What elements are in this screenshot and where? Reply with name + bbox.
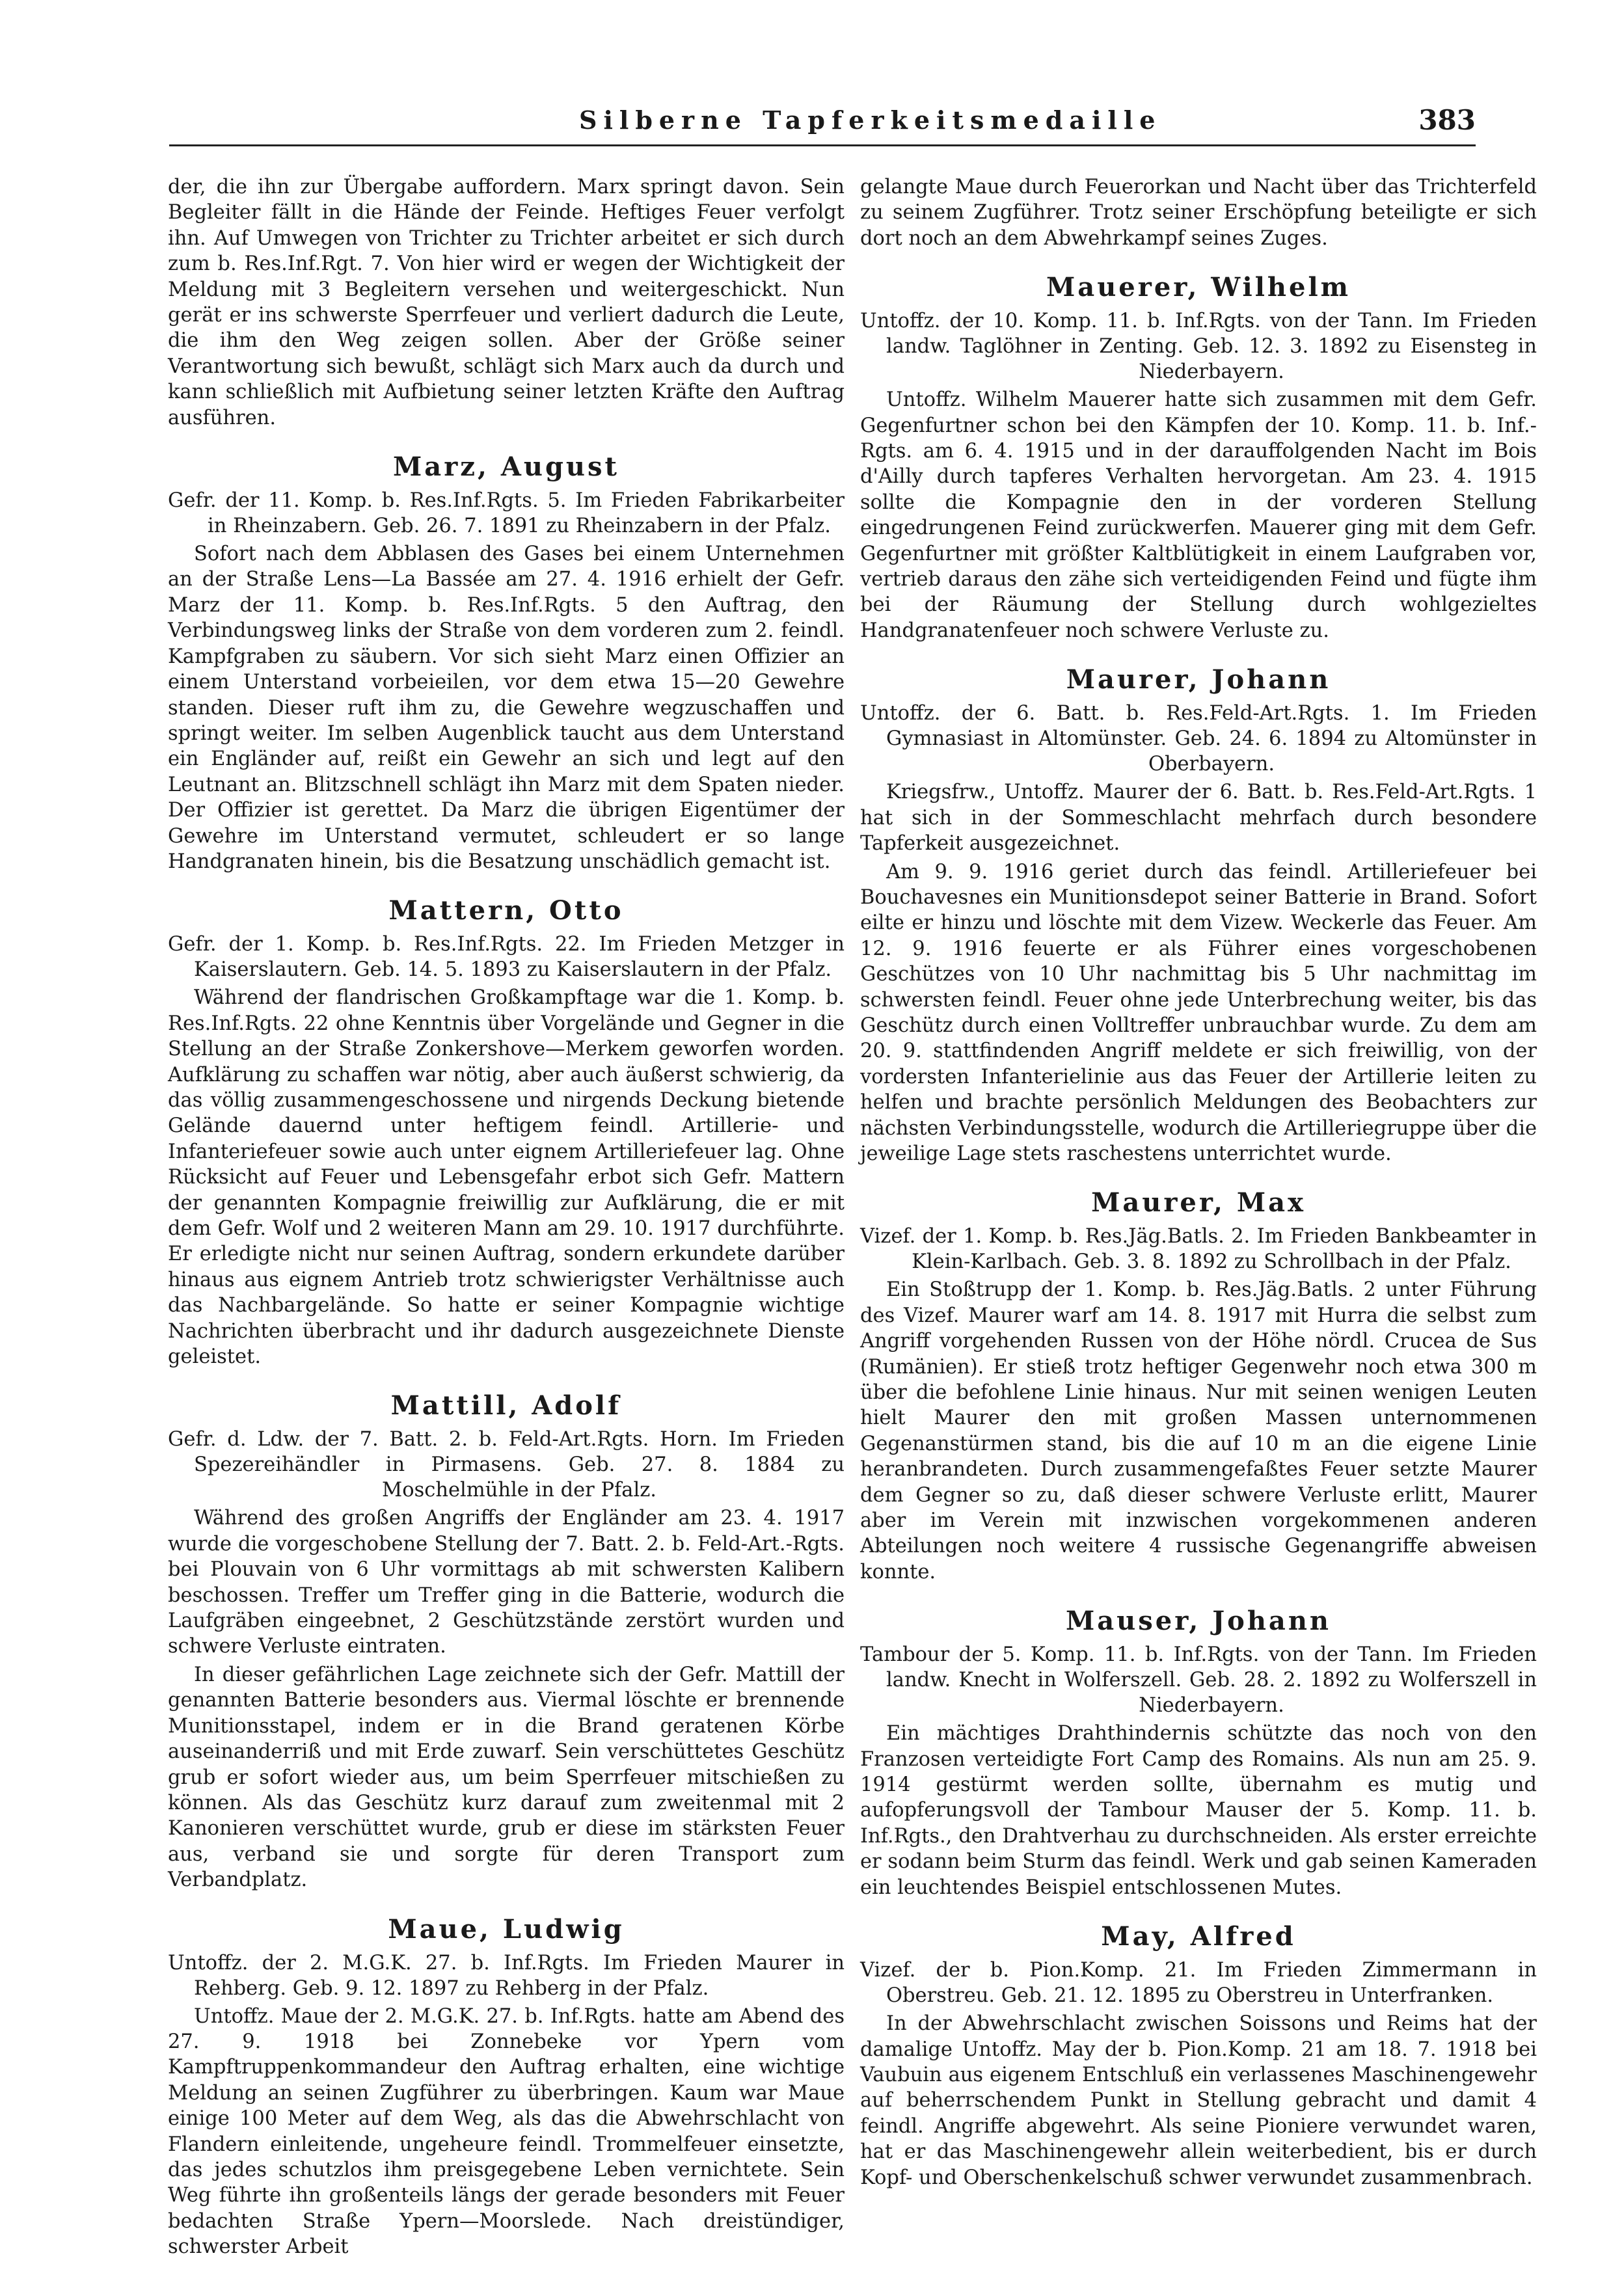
entry-details: Untoffz. der 2. M.G.K. 27. b. Inf.Rgts. Im Frieden Maurer in Rehberg. Geb. 9. 12. 1897 zu Rehberg in der Pfalz. [168,1951,845,2000]
continuation-text: der, die ihn zur Übergabe auffordern. Marx springt davon. Sein Begleiter fällt in die Hände der Feinde. Heftiges Feuer verfolgt ihn. Auf Umwegen von Trichter zu Trichter arbeitet er sich durch zum b. Res.Inf.Rgt. 7. Von hier wird er wegen der Wichtigkeit der Meldung mit 3 Begleitern versehen und weitergeschickt. Nun gerät er ins schwerste Sperrfeuer und verliert dadurch die Leute, die ihm den Weg zeigen sollen. Aber der Größe seiner Verantwortung sich bewußt, schlägt sich Marx auch da durch und kann schließlich mit Aufbietung seiner letzten Kräfte den Auftrag ausführen. [168,176,845,429]
continuation-text: gelangte Maue durch Feuerorkan und Nacht über das Trichterfeld zu seinem Zugführer. Trotz seiner Erschöpfung beteiligte er sich dort noch an dem Abwehrkampf seines Zuges. [860,176,1537,250]
entry-details: Gefr. der 1. Komp. b. Res.Inf.Rgts. 22. Im Frieden Metzger in Kaiserslautern. Geb. 14. 5. 1893 zu Kaiserslautern in der Pfalz. [168,933,845,982]
entry-name: Mattern, Otto [388,895,624,926]
entry-name: Mauerer, Wilhelm [1046,272,1351,303]
entry-name: Maue, Ludwig [388,1913,625,1945]
entry-details: Tambour der 5. Komp. 11. b. Inf.Rgts. von der Tann. Im Frieden landw. Knecht in Wolferszell. Geb. 28. 2. 1892 zu Wolferszell in Niederbayern. [860,1643,1537,1717]
entry-name: Maurer, Johann [1066,664,1331,695]
page-number: 383 [1418,104,1476,136]
entry-text: Ein Stoßtrupp der 1. Komp. b. Res.Jäg.Batls. 2 unter Führung des Vizef. Maurer warf am 14. 8. 1917 mit Hurra die selbst zum Angriff vorgehenden Russen von der Höhe nördl. Crucea de Sus (Rumänien). Er stieß trotz heftiger Gegenwehr noch etwa 300 m über die befohlene Linie hinaus. Nur mit seinen wenigen Leuten hielt Maurer den mit großen Massen unternommenen Gegenanstürmen stand, bis die auf 10 m an die eigene Linie heranbrandeten. Durch zusammengefaßtes Feuer setzte Maurer dem Gegner so zu, daß dieser schwere Verluste erlitt, Maurer aber im Verein mit inzwischen vorgekommenen anderen Abteilungen noch weitere 4 russische Gegenangriffe abweisen konnte. [860,1278,1537,1583]
entry-details: Untoffz. der 10. Komp. 11. b. Inf.Rgts. von der Tann. Im Frieden landw. Taglöhner in Zenting. Geb. 12. 3. 1892 zu Eisensteg in Niederbayern. [860,310,1537,384]
entry-mauser-johann [860,1604,1537,1900]
entry-text: Kriegsfrw., Untoffz. Maurer der 6. Batt. b. Res.Feld-Art.Rgts. 1 hat sich in der Sommeschlacht mehrfach durch besondere Tapferkeit ausgezeichnet. [860,781,1537,855]
entry-may-alfred [860,1920,1537,2190]
entry-name: Mattill, Adolf [390,1390,622,1421]
entry-text: Sofort nach dem Abblasen des Gases bei einem Unternehmen an der Straße Lens—La Bassée am 27. 4. 1916 erhielt der Gefr. Marz der 11. Komp. b. Res.Inf.Rgts. 5 den Auftrag, den Verbindungsweg links der Straße von dem vorderen zum 2. feindl. Kampfgraben zu säubern. Vor sich sieht Marz einen Offizier an einem Unterstand vorbeieilen, vor dem etwa 15—20 Gewehre standen. Dieser ruft ihm zu, die Gewehre wegzuschaffen und springt weiter. Im selben Augenblick taucht aus dem Unterstand ein Engländer auf, reißt ein Gewehr an sich und legt auf den Leutnant an. Blitzschnell schlägt ihn Marz mit dem Spaten nieder. Der Offizier ist gerettet. Da Marz die übrigen Eigentümer der Gewehre im Unterstand vermutet, schleudert er so lange Handgranaten hinein, bis die Besatzung unschädlich gemacht ist. [168,543,845,873]
entry-marz-august [168,450,845,874]
header-rule [169,144,1476,146]
entry-name: Maurer, Max [1091,1187,1306,1219]
entry-text-continued: In dieser gefährlichen Lage zeichnete sich der Gefr. Mattill der genannten Batterie besonders aus. Viermal löschte er brennende Munitionsstapel, indem er in die Brand geratenen Körbe auseinanderriß und mit Erde zuwarf. Sein verschüttetes Geschütz grub er sofort wieder aus, um beim Sperrfeuer mitschießen zu können. Als das Geschütz kurz darauf zum zweitenmal mit 2 Kanonieren verschüttet wurde, grub er diese im stärksten Feuer aus, verband sie und sorgte für deren Transport zum Verbandplatz. [168,1663,845,1892]
left-column [168,174,845,2269]
entry-mauerer-wilhelm [860,271,1537,643]
right-column [860,174,1537,2200]
entry-mattern-otto [168,894,845,1369]
entry-maue-ludwig [168,1913,845,2260]
entry-maurer-max [860,1186,1537,1585]
entry-text: Während des großen Angriffs der Engländer am 23. 4. 1917 wurde die vorgeschobene Stellung der 7. Batt. 2. b. Feld-Art.-Rgts. bei Plouvain von 6 Uhr vormittags ab mit schwersten Kalibern beschossen. Treffer um Treffer ging in die Batterie, wodurch die Laufgräben eingeebnet, 2 Geschützstände zerstört wurden und schwere Verluste eintraten. [168,1507,845,1658]
entry-name: Mauser, Johann [1065,1606,1332,1637]
entry-details: Gefr. der 11. Komp. b. Res.Inf.Rgts. 5. Im Frieden Fabrikarbeiter in Rheinzabern. Geb. 26. 7. 1891 zu Rheinzabern in der Pfalz. [168,489,845,538]
entry-details: Vizef. der 1. Komp. b. Res.Jäg.Batls. 2. Im Frieden Bankbeamter in Klein-Karlbach. Geb. 3. 8. 1892 zu Schrollbach in der Pfalz. [860,1225,1537,1274]
entry-text: In der Abwehrschlacht zwischen Soissons und Reims hat der damalige Untoffz. May der b. Pion.Komp. 21 am 18. 7. 1918 bei Vaubuin aus eigenem Entschluß ein verlassenes Maschinengewehr auf beherrschendem Punkt in Stellung gebracht und damit 4 feindl. Angriffe abgewehrt. Als seine Pioniere verwundet waren, hat er das Maschinengewehr allein weiterbedient, bis er durch Kopf- und Oberschenkelschuß schwer verwundet zusammenbrach. [860,2012,1537,2189]
entry-text: Untoffz. Maue der 2. M.G.K. 27. b. Inf.Rgts. hatte am Abend des 27. 9. 1918 bei Zonnebeke vor Ypern vom Kampftruppenkommandeur den Auftrag erhalten, eine wichtige Meldung an seinen Zugführer zu überbringen. Kaum war Maue einige 100 Meter auf dem Weg, als das die Abwehrschlacht von Flandern einleitende, ungeheure feindl. Trommelfeuer einsetzte, das jedes schutzlos ihm preisgegebene Leben vernichtete. Sein Weg führte ihn großenteils längs der gerade besonders mit Feuer bedachten Straße Ypern—Moorslede. Nach dreistündiger, schwerster Arbeit [168,2004,845,2259]
page-header [169,104,1476,143]
entry-name: May, Alfred [1101,1921,1296,1952]
entry-details: Untoffz. der 6. Batt. b. Res.Feld-Art.Rgts. 1. Im Frieden Gymnasiast in Altomünster. Geb. 24. 6. 1894 zu Altomünster in Oberbayern. [860,702,1537,776]
entry-mattill-adolf [168,1389,845,1893]
entry-maurer-johann [860,663,1537,1166]
entry-text-continued: Am 9. 9. 1916 geriet durch das feindl. Artilleriefeuer bei Bouchavesnes ein Munitionsdepot seiner Batterie in Brand. Sofort eilte er hinzu und löschte mit dem Vizew. Weckerle das Feuer. Am 12. 9. 1916 feuerte er als Führer eines vorgeschobenen Geschützes von 10 Uhr nachmittag bis 5 Uhr nachmittag im schwersten feindl. Feuer ohne jede Unterbrechung weiter, bis das Geschütz durch einen Volltreffer unbrauchbar wurde. Zu dem am 20. 9. stattfindenden Angriff meldete er sich freiwillig, von der vordersten Infanterielinie aus das Feuer der Artillerie leiten zu helfen und brachte persönlich Meldungen des Beobachters zur nächsten Verbindungsstelle, wodurch die Artilleriegruppe über die jeweilige Lage stets raschestens unterrichtet wurde. [860,860,1537,1165]
entry-text: Während der flandrischen Großkampftage war die 1. Komp. b. Res.Inf.Rgts. 22 ohne Kenntnis über Vorgelände und Gegner in die Stellung an der Straße Zonkershove—Merkem geworfen worden. Aufklärung zu schaffen war nötig, aber auch äußerst schwierig, da das völlig zusammengeschossene und nirgends Deckung bietende Gelände dauernd unter heftigem feindl. Artillerie- und Infanteriefeuer sowie auch unter eignem Artilleriefeuer lag. Ohne Rücksicht auf Feuer und Lebensgefahr erbot sich Gefr. Mattern der genannten Kompagnie freiwillig zur Aufklärung, die er mit dem Gefr. Wolf und 2 weiteren Mann am 29. 10. 1917 durchführte. Er erledigte nicht nur seinen Auftrag, sondern erkundete darüber hinaus aus eignem Antrieb trotz schwierigster Verhältnisse auch das Nachbargelände. So hatte er seiner Kompagnie wichtige Nachrichten überbracht und ihr dadurch ausgezeichnete Dienste geleistet. [168,986,845,1369]
entry-details: Gefr. d. Ldw. der 7. Batt. 2. b. Feld-Art.Rgts. Horn. Im Frieden Spezereihändler in Pirmasens. Geb. 27. 8. 1884 zu Moschelmühle in der Pfalz. [168,1428,845,1502]
entry-text: Untoffz. Wilhelm Mauerer hatte sich zusammen mit dem Gefr. Gegenfurtner schon bei den Kämpfen der 10. Komp. 11. b. Inf.-Rgts. am 6. 4. 1915 und in der darauffolgenden Nacht im Bois d'Ailly durch tapferes Verhalten hervorgetan. Am 23. 4. 1915 sollte die Kompagnie den in der vorderen Stellung eingedrungenen Feind zurückwerfen. Mauerer ging mit dem Gefr. Gegenfurtner mit größter Kaltblütigkeit in einem Laufgraben vor, vertrieb daraus den zähe sich verteidigenden Feind und fügte ihm bei der Räumung der Stellung durch wohlgezieltes Handgranatenfeuer noch schwere Verluste zu. [860,388,1537,642]
running-title: Silberne Tapferkeitsmedaille [579,105,1162,135]
entry-name: Marz, August [393,451,619,483]
entry-details: Vizef. der b. Pion.Komp. 21. Im Frieden Zimmermann in Oberstreu. Geb. 21. 12. 1895 zu Oberstreu in Unterfranken. [860,1959,1537,2008]
entry-text: Ein mächtiges Drahthindernis schützte das noch von den Franzosen verteidigte Fort Camp des Romains. Als nun am 25. 9. 1914 gestürmt werden sollte, übernahm es mutig und aufopferungsvoll der Tambour Mauser der 5. Komp. 11. b. Inf.Rgts., den Drahtverhau zu durchschneiden. Als erster erreichte er sodann beim Sturm das feindl. Werk und gab seinen Kameraden ein leuchtendes Beispiel entschlossenen Mutes. [860,1722,1537,1899]
